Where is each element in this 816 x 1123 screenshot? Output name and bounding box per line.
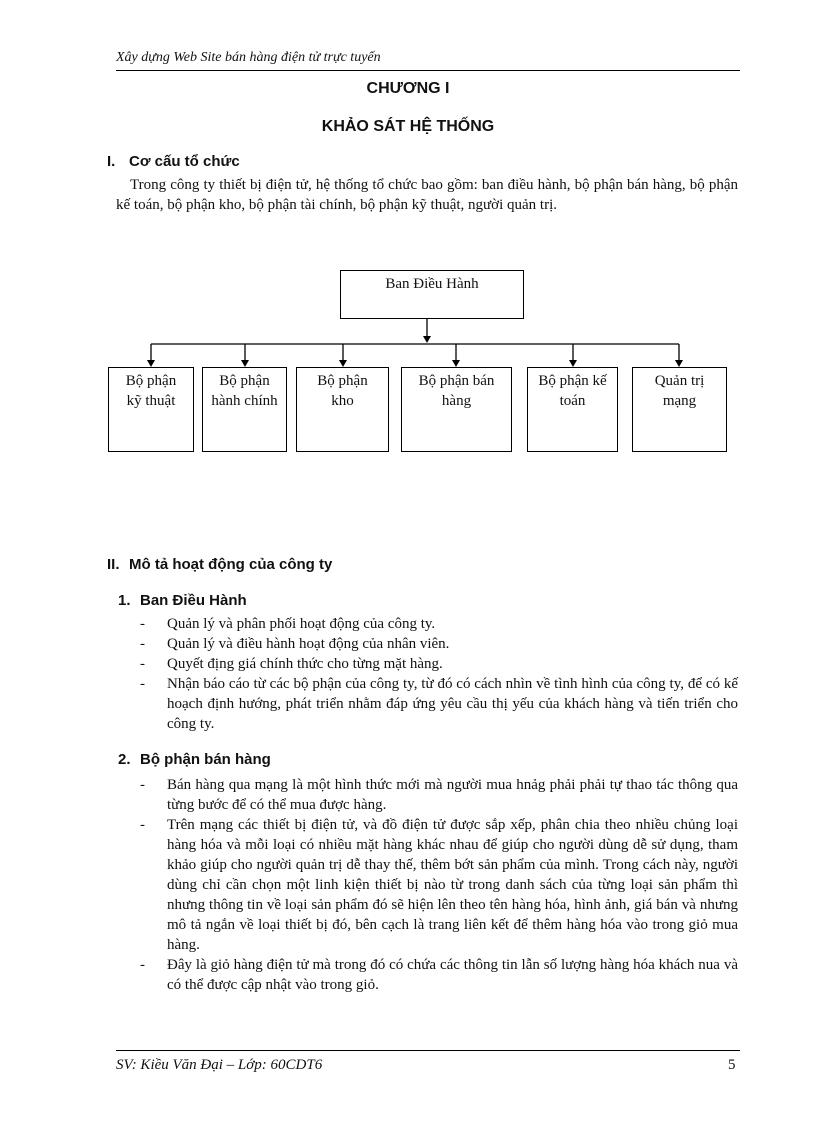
arrowhead-4 <box>452 360 460 367</box>
subsection-2-number: 2. <box>118 751 131 768</box>
org-box-quan-tri-mang: Quản trị mạng <box>632 367 727 452</box>
list-item: - Trên mạng các thiết bị điện tử, và đồ điện tử được sắp xếp, phân chia theo nhiều chủng loại hàng hóa và mỗi loại có nhiều mặt hàng khác nhau để giúp cho người dùng dễ sử dụng, tham khảo giúp cho người quản trị dễ thay thế, thêm bớt sản phẩm của mình. Trong cách này, người dùng chỉ cần chọn một linh kiện thiết bị nào từ trong danh sách của từng loại sản phẩm thì nhưng thông tin về loại sản phẩm đó sẽ hiện lên theo tên hàng hóa, hình ảnh, giá bán và nhưng mô tả ngắn về loại thiết bị đó, bên cạch là trang liên kết để thêm hàng hóa vào trong giỏ mua hàng. <box>140 815 738 955</box>
section-1-number: I. <box>107 153 116 170</box>
arrowhead-3 <box>339 360 347 367</box>
list-item: - Đây là giỏ hàng điện tử mà trong đó có chứa các thông tin lẫn số lượng hàng hóa khách nua và có thể được cập nhật vào trong giỏ. <box>140 955 738 995</box>
chapter-number: CHƯƠNG I <box>366 80 450 97</box>
section-1-title: Cơ cấu tổ chức <box>129 153 240 170</box>
list-item: - Nhận báo cáo từ các bộ phận của công ty, từ đó có cách nhìn về tình hình của công ty, để có kế hoạch định hướng, phát triển nhằm đáp ứng yêu cầu thị yếu của khách hàng và tiến triển cho công ty. <box>140 674 738 734</box>
running-header: Xây dựng Web Site bán hàng điện tử trực tuyến <box>116 50 381 65</box>
section-2-title: Mô tả hoạt động của công ty <box>129 556 333 573</box>
org-box-ke-toan: Bộ phận kế toán <box>527 367 618 452</box>
list-item: - Quyết địng giá chính thức cho từng mặt hàng. <box>140 654 738 674</box>
chapter-title: KHẢO SÁT HỆ THỐNG <box>321 118 495 135</box>
arrowhead-2 <box>241 360 249 367</box>
org-box-ban-hang: Bộ phận bán hàng <box>401 367 512 452</box>
subsection-1-heading <box>118 592 247 609</box>
org-box-root: Ban Điều Hành <box>340 270 524 319</box>
subsection-2-heading <box>118 751 271 768</box>
org-box-hanh-chinh: Bộ phận hành chính <box>202 367 287 452</box>
list-item: - Bán hàng qua mạng là một hình thức mới mà người mua hnảg phải phải tự thao tác thông qua từng bước để có thể mua được hàng. <box>140 775 738 815</box>
subsection-2-list <box>140 775 738 995</box>
arrowhead-root <box>423 336 431 343</box>
subsection-2-title: Bộ phận bán hàng <box>140 751 271 768</box>
section-2-heading <box>107 556 332 573</box>
list-item: - Quản lý và phân phối hoạt động của công ty. <box>140 614 738 634</box>
subsection-1-list <box>140 614 738 734</box>
subsection-1-title: Ban Điều Hành <box>140 592 247 609</box>
list-item: - Quản lý và điều hành hoạt động của nhân viên. <box>140 634 738 654</box>
subsection-1-number: 1. <box>118 592 131 609</box>
footer-rule <box>116 1050 740 1051</box>
arrowhead-5 <box>569 360 577 367</box>
arrowhead-6 <box>675 360 683 367</box>
arrowhead-1 <box>147 360 155 367</box>
section-1-paragraph: Trong công ty thiết bị điện tử, hệ thống tổ chức bao gồm: ban điều hành, bộ phận bán hàng, bộ phận kế toán, bộ phận kho, bộ phận tài chính, bộ phận kỹ thuật, người quản trị. <box>116 177 738 213</box>
footer-author: SV: Kiều Văn Đại – Lớp: 60CDT6 <box>116 1057 323 1073</box>
org-box-ky-thuat: Bộ phận kỹ thuật <box>108 367 194 452</box>
section-2-number: II. <box>107 556 120 573</box>
page-number: 5 <box>728 1057 736 1073</box>
org-box-kho: Bộ phận kho <box>296 367 389 452</box>
